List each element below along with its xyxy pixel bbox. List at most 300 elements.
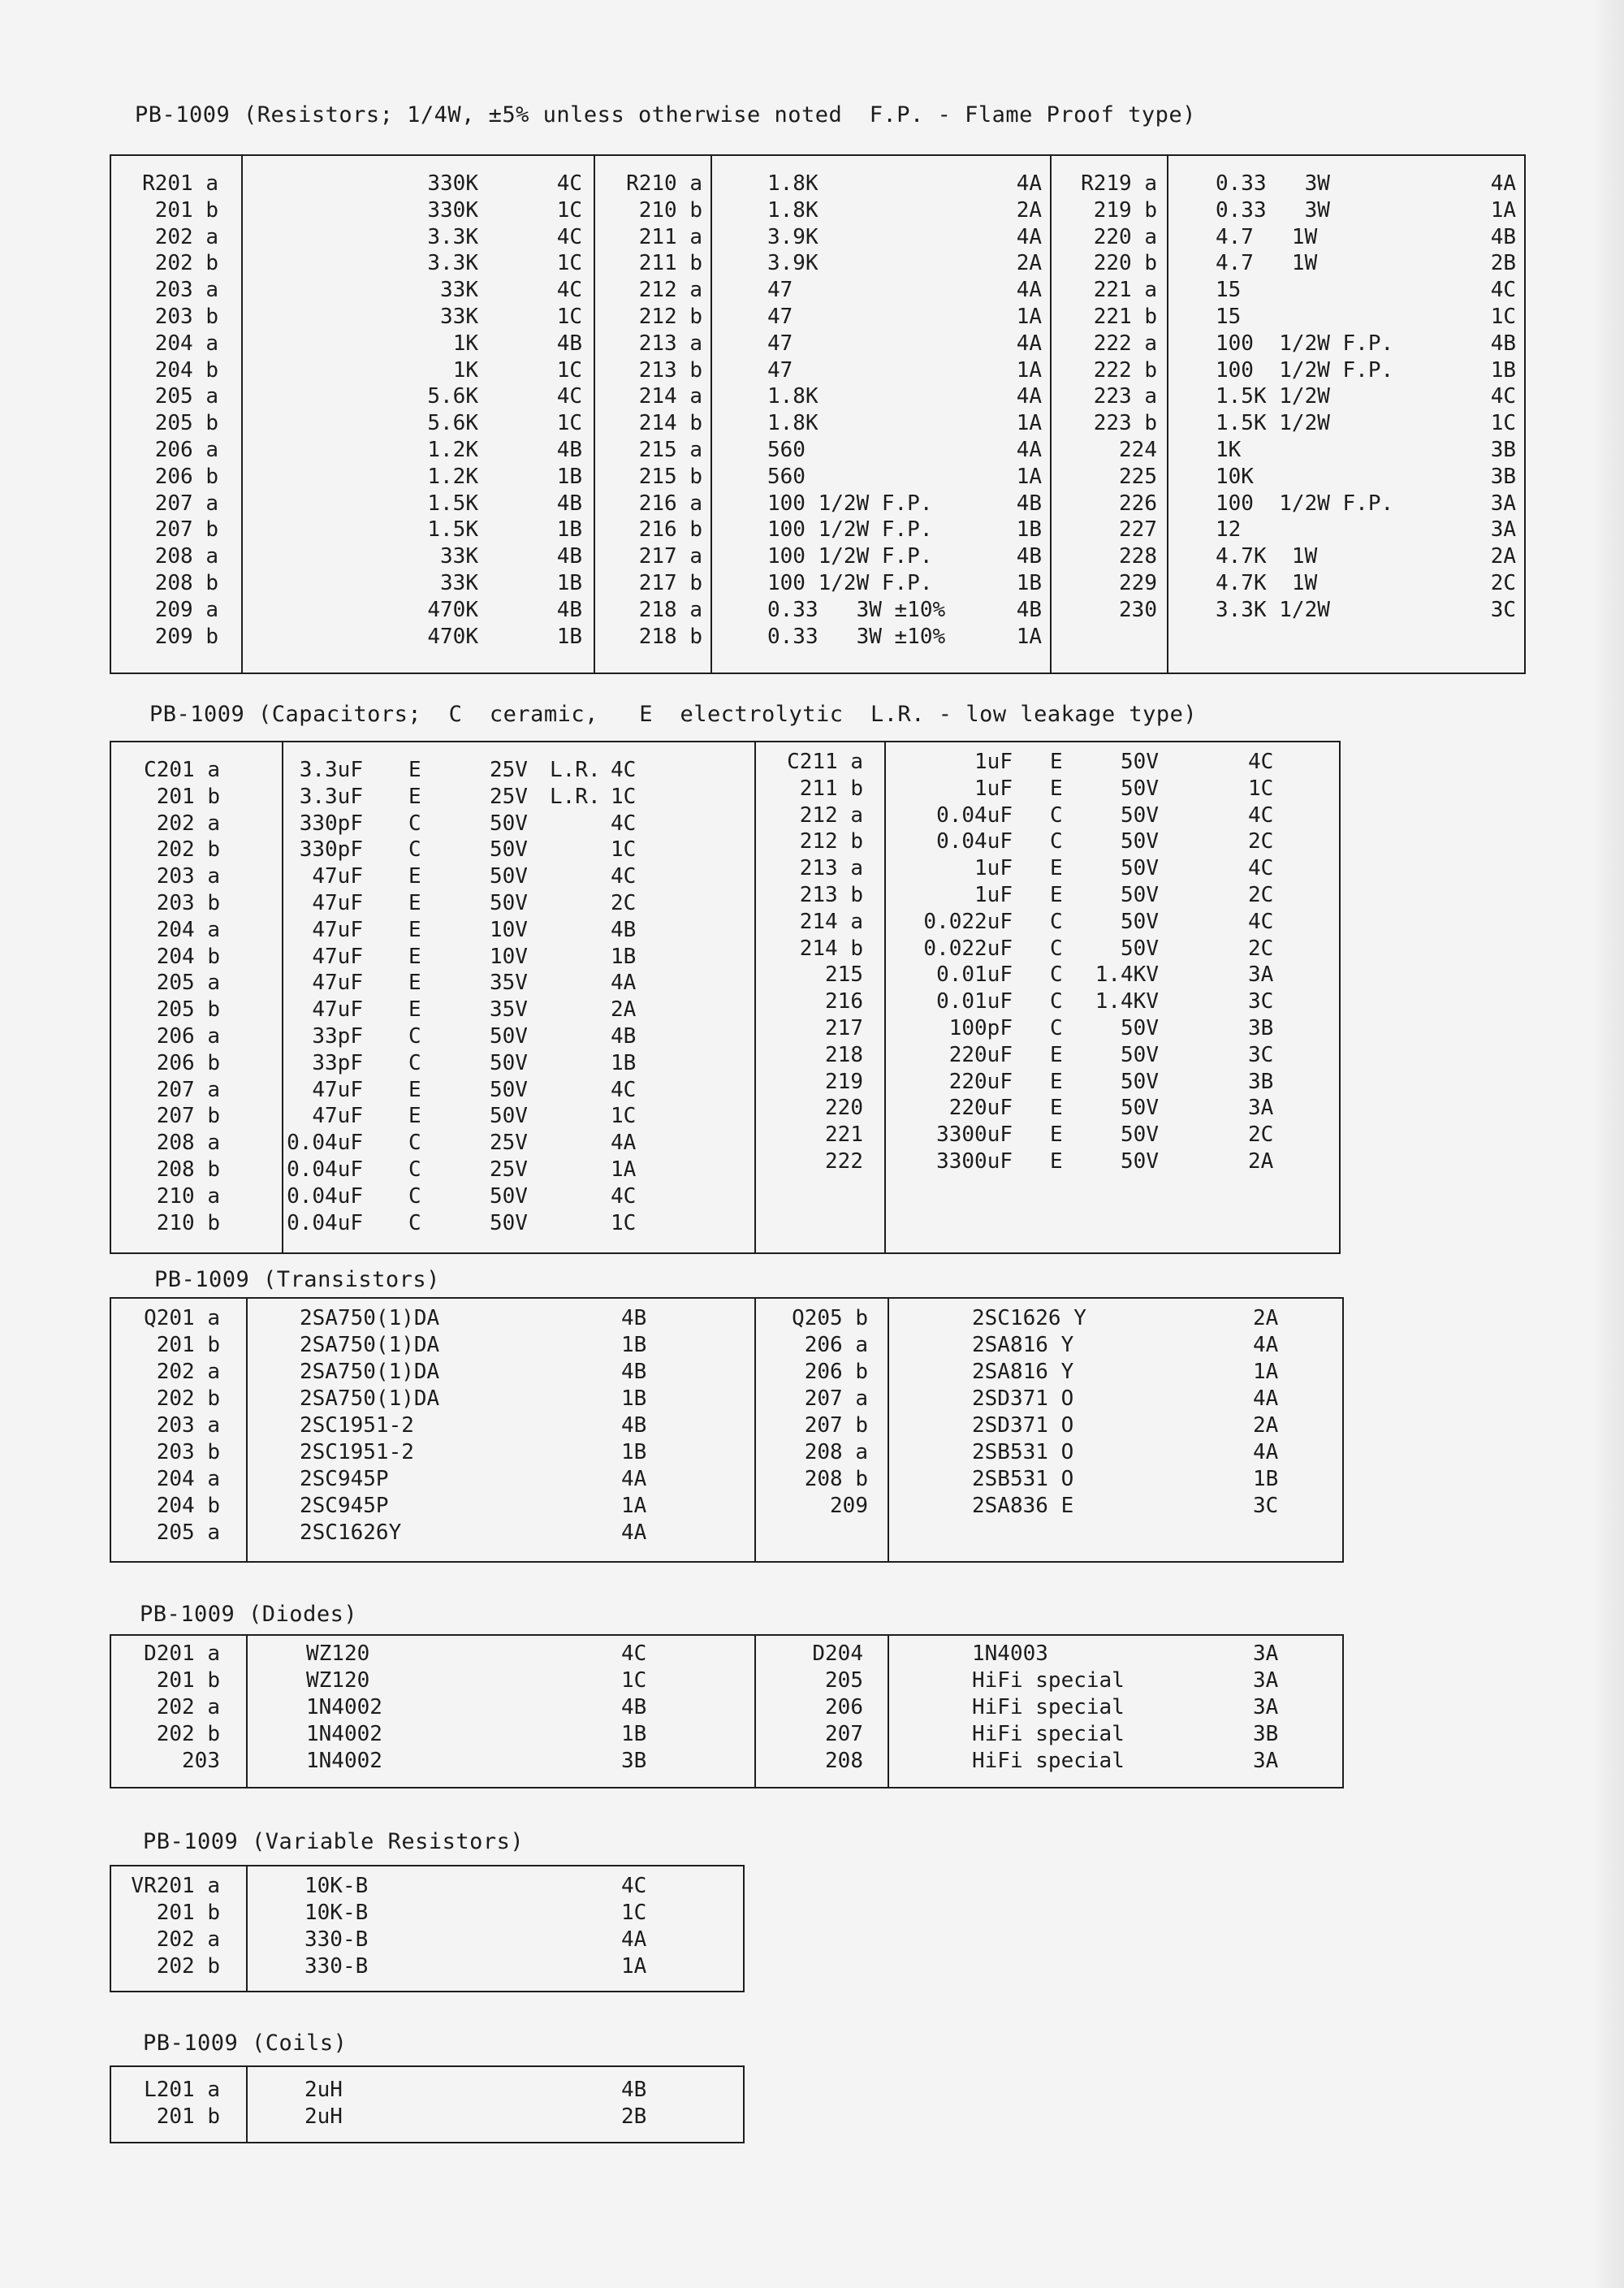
part-ref: 213 a (799, 856, 863, 881)
part-value: 0.33 3W (1216, 171, 1330, 196)
part-value: 33pF (312, 1050, 363, 1075)
part-ref: 221 b (1093, 305, 1157, 329)
table-row (111, 491, 1524, 517)
part-ref: 202 b (156, 1722, 220, 1746)
part-value: C (1050, 829, 1063, 854)
part-value: 50V (1121, 1122, 1159, 1148)
board-location: 2C (1248, 829, 1274, 854)
part-value: 220uF (948, 1069, 1013, 1094)
part-value: 470K (427, 624, 478, 649)
part-ref: 213 b (799, 883, 863, 907)
board-location: 3A (1248, 1096, 1274, 1121)
part-value: 2SA750(1)DA (300, 1333, 440, 1357)
table-row (111, 410, 1524, 437)
table-row (111, 570, 1524, 597)
part-value: 50V (490, 864, 528, 889)
table-row (111, 828, 1339, 855)
part-ref: 212 b (799, 829, 863, 854)
part-ref: 202 a (156, 1695, 220, 1719)
table-row (111, 624, 1524, 651)
board-location: 3A (1253, 1749, 1279, 1773)
part-value: 100 1/2W F.P. (1216, 331, 1394, 356)
part-ref: 206 b (804, 1360, 868, 1384)
part-value: E (1050, 1149, 1063, 1174)
part-value: E (408, 1077, 421, 1102)
part-value: E (408, 997, 421, 1023)
part-ref: 211 b (799, 776, 863, 801)
part-value: 50V (1121, 936, 1159, 961)
part-ref: 212 b (638, 305, 702, 329)
board-location: 4C (556, 278, 582, 303)
part-value: 2SB531 O (972, 1467, 1074, 1491)
part-value: C (408, 1131, 421, 1156)
board-location: 4B (556, 597, 582, 622)
part-value: 50V (1121, 750, 1159, 774)
part-ref: 201 b (156, 1901, 220, 1925)
part-value: 10V (490, 944, 528, 969)
part-value: 1.5K 1/2W (1216, 411, 1330, 436)
part-ref: 205 b (156, 997, 220, 1023)
table-row (111, 1927, 743, 1953)
part-value: 1.4KV (1095, 962, 1159, 988)
part-value: E (1050, 1042, 1063, 1067)
board-location: 3A (1253, 1668, 1279, 1693)
board-location: 3B (1253, 1722, 1279, 1746)
part-ref: 203 a (156, 1413, 220, 1438)
part-value: 560 (767, 438, 806, 462)
part-ref: C211 a (787, 750, 863, 774)
part-value: 50V (1121, 1042, 1159, 1067)
table-row (111, 1641, 1342, 1667)
board-location: 4A (621, 1520, 647, 1545)
part-ref: 225 (1119, 464, 1157, 489)
part-value: 3.3K (427, 224, 478, 249)
part-ref: 206 a (154, 438, 218, 462)
part-value: 4.7K 1W (1216, 544, 1318, 569)
board-location: 3C (1248, 1042, 1274, 1067)
part-value: 0.01uF (936, 962, 1013, 988)
part-ref: 206 (825, 1695, 863, 1719)
board-location: 4C (611, 758, 637, 782)
table-row (111, 909, 1339, 936)
part-value: 2SA836 E (972, 1494, 1074, 1518)
variable-resistors-table (110, 1865, 745, 1992)
table-row (111, 1359, 1342, 1386)
part-value: 100 1/2W F.P. (767, 517, 933, 543)
table-row (111, 1520, 1342, 1546)
part-value: 1K (452, 357, 478, 383)
part-value: L.R. (550, 758, 601, 782)
part-value: 2SC1626 Y (972, 1306, 1086, 1330)
transistors-title: PB-1009 (Transistors) (154, 1267, 440, 1292)
part-ref: 203 a (154, 278, 218, 303)
part-value: 3.3K (427, 251, 478, 276)
part-ref: 227 (1119, 517, 1157, 543)
part-value: 5.6K (427, 384, 478, 409)
part-value: 100 1/2W F.P. (767, 571, 933, 595)
variable-resistors-title: PB-1009 (Variable Resistors) (143, 1829, 525, 1854)
board-location: 2C (1248, 1122, 1274, 1148)
board-location: 1B (556, 517, 582, 543)
part-value: 2SC945P (300, 1467, 389, 1491)
table-row (111, 1332, 1342, 1359)
part-value: E (1050, 1122, 1063, 1148)
board-location: 4B (1016, 544, 1042, 569)
diodes-title: PB-1009 (Diodes) (140, 1602, 358, 1627)
table-row (111, 1466, 1342, 1493)
part-ref: D204 (812, 1641, 863, 1666)
part-ref: 209 (830, 1494, 868, 1518)
part-ref: 221 a (1093, 278, 1157, 303)
part-ref: 214 a (638, 384, 702, 409)
board-location: 4C (1248, 856, 1274, 881)
board-location: 3B (621, 1749, 647, 1773)
part-ref: 203 (182, 1749, 220, 1773)
table-row (111, 464, 1524, 491)
table-row (111, 224, 1524, 251)
board-location: 3B (1490, 438, 1516, 462)
board-location: 2A (1253, 1306, 1279, 1330)
part-value: 2SA816 Y (972, 1360, 1074, 1384)
part-value: 1.4KV (1095, 989, 1159, 1014)
board-location: 4A (1016, 278, 1042, 303)
part-value: 25V (490, 1131, 528, 1156)
table-row (111, 749, 1339, 776)
board-location: 1B (556, 624, 582, 649)
board-location: 2A (1016, 197, 1042, 223)
board-location: 1B (556, 571, 582, 595)
board-location: 1C (611, 837, 637, 863)
part-ref: 216 b (638, 517, 702, 543)
board-location: 4B (621, 2078, 647, 2102)
board-location: 2A (1016, 251, 1042, 276)
part-ref: 217 (825, 1016, 863, 1040)
part-ref: 203 b (156, 891, 220, 915)
part-ref: 212 a (799, 802, 863, 828)
table-row (111, 1953, 743, 1980)
part-value: C (1050, 802, 1063, 828)
part-ref: R210 a (626, 171, 702, 196)
table-row (111, 1694, 1342, 1721)
part-ref: 206 a (156, 1024, 220, 1049)
part-value: E (408, 944, 421, 969)
board-location: 1C (1490, 305, 1516, 329)
board-location: 1B (621, 1333, 647, 1357)
part-ref: 219 b (1093, 197, 1157, 223)
board-location: 4C (611, 864, 637, 889)
resistors-table (110, 154, 1526, 674)
part-value: 50V (490, 1050, 528, 1075)
board-location: 1C (556, 357, 582, 383)
part-ref: 201 b (156, 1668, 220, 1693)
board-location: 1B (1016, 571, 1042, 595)
part-value: 220uF (948, 1042, 1013, 1067)
capacitors-table (110, 741, 1341, 1254)
part-ref: 210 b (156, 1210, 220, 1235)
part-value: C (408, 837, 421, 863)
table-row (111, 250, 1524, 277)
part-value: 47 (767, 357, 793, 383)
board-location: 1B (1490, 357, 1516, 383)
part-value: 25V (490, 784, 528, 809)
board-location: 4B (1490, 331, 1516, 356)
part-value: 50V (490, 1210, 528, 1235)
part-value: 33pF (312, 1024, 363, 1049)
table-row (111, 1493, 1342, 1520)
part-value: 47uF (312, 944, 363, 969)
board-location: 2A (1253, 1413, 1279, 1438)
part-value: 47uF (312, 1077, 363, 1102)
part-ref: 207 a (156, 1077, 220, 1102)
part-value: HiFi special (972, 1749, 1125, 1773)
board-location: 4A (621, 1467, 647, 1491)
part-value: 560 (767, 464, 806, 489)
table-row (111, 802, 1339, 829)
board-location: 1C (611, 1210, 637, 1235)
part-value: 1.8K (767, 411, 818, 436)
part-ref: 205 (825, 1668, 863, 1693)
table-row (111, 2077, 743, 2104)
part-ref: 202 b (156, 1386, 220, 1411)
board-location: 4A (1016, 384, 1042, 409)
part-ref: 201 b (156, 1333, 220, 1357)
part-value: 330pF (299, 811, 363, 836)
part-ref: 204 a (156, 1467, 220, 1491)
part-value: C (408, 1050, 421, 1075)
part-value: 0.04uF (936, 829, 1013, 854)
part-ref: 208 a (154, 544, 218, 569)
table-row (111, 517, 1524, 543)
table-row (111, 1210, 1339, 1237)
part-value: 2SC1626Y (300, 1520, 402, 1545)
board-location: 3A (1490, 491, 1516, 516)
board-location: 2B (1490, 251, 1516, 276)
part-value: 10K-B (304, 1874, 369, 1898)
part-value: C (1050, 936, 1063, 961)
board-location: 4A (1253, 1386, 1279, 1411)
capacitors-title: PB-1009 (Capacitors; C ceramic, E electrolytic L.R. - low leakage type) (149, 702, 1198, 727)
board-location: 4A (1016, 331, 1042, 356)
part-value: 50V (1121, 883, 1159, 907)
part-ref: 218 (825, 1042, 863, 1067)
part-value: HiFi special (972, 1695, 1125, 1719)
part-ref: 203 a (156, 864, 220, 889)
part-ref: 205 a (154, 384, 218, 409)
board-location: 3C (1490, 597, 1516, 622)
part-value: 3.9K (767, 251, 818, 276)
part-value: 4.7K 1W (1216, 571, 1318, 595)
board-location: 3B (1248, 1016, 1274, 1040)
part-value: E (408, 864, 421, 889)
part-ref: 204 b (156, 1494, 220, 1518)
table-row (111, 597, 1524, 624)
part-ref: 211 a (638, 224, 702, 249)
part-value: 1N4002 (306, 1749, 382, 1773)
part-value: 2SB531 O (972, 1440, 1074, 1464)
part-value: 2SC1951-2 (300, 1440, 414, 1464)
part-ref: 206 b (154, 464, 218, 489)
part-value: 330K (427, 171, 478, 196)
part-value: 1.5K 1/2W (1216, 384, 1330, 409)
table-row (111, 197, 1524, 224)
part-value: 33K (440, 544, 478, 569)
part-ref: 222 b (1093, 357, 1157, 383)
part-value: 1K (1216, 438, 1242, 462)
part-value: 2SA750(1)DA (300, 1360, 440, 1384)
part-value: 33K (440, 305, 478, 329)
part-value: 1.8K (767, 197, 818, 223)
part-value: 2uH (304, 2104, 343, 2129)
part-ref: 213 b (638, 357, 702, 383)
part-value: 0.33 3W (1216, 197, 1330, 223)
part-ref: 205 a (156, 971, 220, 996)
part-value: C (1050, 909, 1063, 934)
part-value: 50V (490, 837, 528, 863)
part-value: 1N4003 (972, 1641, 1048, 1666)
part-value: E (1050, 1069, 1063, 1094)
part-value: 330-B (304, 1954, 369, 1979)
part-ref: 216 (825, 989, 863, 1014)
board-location: 1A (621, 1494, 647, 1518)
part-ref: D201 a (144, 1641, 220, 1666)
part-value: 5.6K (427, 411, 478, 436)
part-value: E (408, 758, 421, 782)
part-ref: 219 (825, 1069, 863, 1094)
board-location: 1C (1248, 776, 1274, 801)
part-value: 47uF (312, 971, 363, 996)
part-value: 3.9K (767, 224, 818, 249)
part-ref: 218 a (638, 597, 702, 622)
part-ref: 223 a (1093, 384, 1157, 409)
table-row (111, 1721, 1342, 1748)
part-ref: 222 (825, 1149, 863, 1174)
part-value: 50V (490, 1077, 528, 1102)
board-location: 1C (556, 251, 582, 276)
part-value: E (408, 784, 421, 809)
part-value: 1.2K (427, 464, 478, 489)
part-ref: 222 a (1093, 331, 1157, 356)
table-row (111, 171, 1524, 197)
part-value: 2SC1951-2 (300, 1413, 414, 1438)
board-location: 4A (621, 1927, 647, 1952)
board-location: 4C (1248, 909, 1274, 934)
part-value: 1uF (974, 776, 1013, 801)
part-value: 220uF (948, 1096, 1013, 1121)
part-value: 330K (427, 197, 478, 223)
board-location: 2B (621, 2104, 647, 2129)
board-location: 4B (556, 331, 582, 356)
transistors-table (110, 1297, 1344, 1563)
table-row (111, 855, 1339, 882)
table-row (111, 543, 1524, 570)
board-location: 1B (1253, 1467, 1279, 1491)
part-ref: 215 b (638, 464, 702, 489)
board-location: 3C (1253, 1494, 1279, 1518)
part-ref: 203 b (154, 305, 218, 329)
part-value: 50V (490, 811, 528, 836)
part-value: 1uF (974, 750, 1013, 774)
part-value: 0.04uF (287, 1210, 363, 1235)
part-value: C (408, 1210, 421, 1235)
board-location: 1B (556, 464, 582, 489)
part-value: 1.5K (427, 517, 478, 543)
part-value: 50V (490, 1183, 528, 1209)
part-value: 10V (490, 917, 528, 942)
part-value: 47uF (312, 917, 363, 942)
part-value: 100 1/2W F.P. (1216, 491, 1394, 516)
diodes-table (110, 1634, 1344, 1788)
part-value: E (408, 1104, 421, 1129)
part-value: 1K (452, 331, 478, 356)
part-ref: 230 (1119, 597, 1157, 622)
part-ref: 215 a (638, 438, 702, 462)
table-row (111, 1148, 1339, 1175)
table-row (111, 882, 1339, 909)
part-value: 2SC945P (300, 1494, 389, 1518)
part-ref: 214 b (799, 936, 863, 961)
part-ref: 207 a (804, 1386, 868, 1411)
board-location: 4B (1016, 597, 1042, 622)
part-ref: 223 b (1093, 411, 1157, 436)
part-value: 3.3uF (299, 758, 363, 782)
part-ref: 217 a (638, 544, 702, 569)
board-location: 4C (611, 1077, 637, 1102)
scan-edge-shadow (1592, 0, 1624, 2288)
part-value: 330-B (304, 1927, 369, 1952)
part-value: 0.04uF (287, 1157, 363, 1182)
board-location: 3A (1253, 1695, 1279, 1719)
board-location: 1B (611, 1050, 637, 1075)
board-location: 4C (611, 1183, 637, 1209)
board-location: 1A (1016, 464, 1042, 489)
part-value: L.R. (550, 784, 601, 809)
board-location: 1B (621, 1386, 647, 1411)
table-row (111, 437, 1524, 464)
part-ref: 210 b (638, 197, 702, 223)
part-ref: VR201 a (131, 1874, 220, 1898)
board-location: 3C (1248, 989, 1274, 1014)
part-value: 100 1/2W F.P. (767, 491, 933, 516)
part-value: 1.5K (427, 491, 478, 516)
part-value: 3.3uF (299, 784, 363, 809)
table-row (111, 304, 1524, 331)
table-row (111, 1305, 1342, 1332)
part-value: E (408, 971, 421, 996)
table-row (111, 2104, 743, 2130)
table-row (111, 1042, 1339, 1069)
part-value: 470K (427, 597, 478, 622)
part-ref: 206 b (156, 1050, 220, 1075)
table-row (111, 962, 1339, 988)
part-value: 50V (1121, 776, 1159, 801)
part-value: 1.2K (427, 438, 478, 462)
part-value: 25V (490, 1157, 528, 1182)
part-ref: R219 a (1081, 171, 1157, 196)
part-ref: 206 a (804, 1333, 868, 1357)
part-value: 33K (440, 571, 478, 595)
table-row (111, 1386, 1342, 1412)
table-row (111, 383, 1524, 410)
board-location: 4A (1490, 171, 1516, 196)
part-ref: 207 b (154, 517, 218, 543)
part-ref: 220 b (1093, 251, 1157, 276)
board-location: 1A (1016, 305, 1042, 329)
table-row (111, 331, 1524, 357)
part-value: 1uF (974, 856, 1013, 881)
board-location: 2A (1248, 1149, 1274, 1174)
board-location: 1C (556, 411, 582, 436)
part-value: 100 1/2W F.P. (767, 544, 933, 569)
